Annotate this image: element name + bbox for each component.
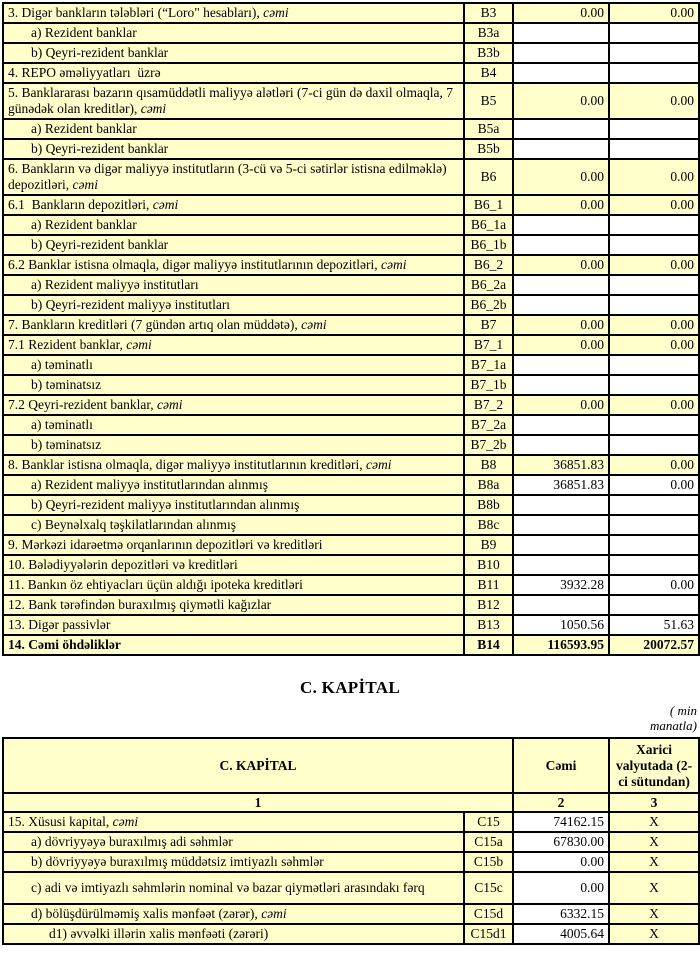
row-code: B3	[464, 3, 513, 23]
row-label: b) Qeyri-rezident banklar	[3, 235, 464, 255]
label-italic-suffix: cəmi	[149, 197, 179, 212]
liabilities-row-B6_1	[3, 195, 699, 215]
row-value-foreign: 0.00	[609, 255, 699, 275]
liabilities-row-B4	[3, 63, 699, 83]
row-code: B14	[464, 635, 513, 655]
row-value-total	[513, 23, 609, 43]
row-label: 7.2 Qeyri-rezident banklar, cəmi	[3, 395, 464, 415]
row-value-total: 0.00	[513, 335, 609, 355]
row-code: B5b	[464, 139, 513, 159]
liabilities-row-B7_2a	[3, 415, 699, 435]
row-value-total	[513, 235, 609, 255]
row-value-foreign: 0.00	[609, 315, 699, 335]
capital-section-title: C. KAPİTAL	[300, 678, 400, 697]
row-value-total: 3932.28	[513, 575, 609, 595]
liabilities-row-B11	[3, 575, 699, 595]
row-value-foreign	[609, 495, 699, 515]
row-code: C15d1	[464, 924, 513, 944]
row-value-total	[513, 215, 609, 235]
row-label: b) təminatsız	[3, 435, 464, 455]
liabilities-table	[2, 2, 700, 656]
row-code: C15d	[464, 904, 513, 924]
row-code: B13	[464, 615, 513, 635]
liabilities-row-B10	[3, 555, 699, 575]
row-code: B3b	[464, 43, 513, 63]
row-value-foreign: 0.00	[609, 395, 699, 415]
row-label: c) Beynəlxalq təşkilatlarından alınmış	[3, 515, 464, 535]
row-code: B6_1	[464, 195, 513, 215]
row-value-total	[513, 43, 609, 63]
row-label: a) təminatlı	[3, 355, 464, 375]
row-value-total: 116593.95	[513, 635, 609, 655]
liabilities-row-B6_1a	[3, 215, 699, 235]
row-value-foreign	[609, 275, 699, 295]
row-label: 3. Digər bankların tələbləri (“Loro" hesabları), cəmi	[3, 3, 464, 23]
row-x-cell: X	[609, 832, 699, 852]
row-label: b) Qeyri-rezident banklar	[3, 139, 464, 159]
row-label: a) Rezident maliyyə institutlarından alınmış	[3, 475, 464, 495]
row-value-total	[513, 295, 609, 315]
row-label: 5. Banklararası bazarın qısamüddətli maliyyə alətləri (7-ci gün də daxil olmaqla, 7 günədək olan kreditlər), cəmi	[3, 83, 464, 119]
row-x-cell: X	[609, 904, 699, 924]
row-code: B7_2a	[464, 415, 513, 435]
row-value-total	[513, 535, 609, 555]
row-x-cell: X	[609, 852, 699, 872]
row-label: b) Qeyri-rezident maliyyə institutları	[3, 295, 464, 315]
row-label: 12. Bank tərəfindən buraxılmış qiymətli kağızlar	[3, 595, 464, 615]
row-code: B10	[464, 555, 513, 575]
liabilities-row-B6_2a	[3, 275, 699, 295]
label-italic-suffix: cəmi	[377, 257, 407, 272]
label-italic-suffix: cəmi	[153, 397, 183, 412]
row-label: d1) əvvəlki illərin xalis mənfəəti (zərəri)	[3, 924, 464, 944]
column-index-2: 2	[513, 793, 609, 812]
liabilities-row-B7_2	[3, 395, 699, 415]
row-code: B8c	[464, 515, 513, 535]
row-label: 6. Bankların və digər maliyyə institutların (3-cü və 5-ci sətirlər istisna edilməklə) depozitləri, cəmi	[3, 159, 464, 195]
row-value-foreign	[609, 139, 699, 159]
liabilities-row-B5a	[3, 119, 699, 139]
row-label: 7. Bankların kreditləri (7 gündən artıq olan müddətə), cəmi	[3, 315, 464, 335]
row-value-total: 0.00	[513, 159, 609, 195]
row-value-foreign: 0.00	[609, 475, 699, 495]
row-value-foreign: 0.00	[609, 3, 699, 23]
row-code: B6_2	[464, 255, 513, 275]
row-code: B6_1a	[464, 215, 513, 235]
row-value-total: 1050.56	[513, 615, 609, 635]
label-italic-suffix: cəmi	[297, 317, 327, 332]
row-value-total: 4005.64	[513, 924, 609, 944]
row-value-total	[513, 355, 609, 375]
capital-row-C15a	[3, 832, 699, 852]
liabilities-row-B5b	[3, 139, 699, 159]
row-code: B6_1b	[464, 235, 513, 255]
capital-header-row	[3, 738, 699, 793]
row-label: a) Rezident maliyyə institutları	[3, 275, 464, 295]
row-label: c) adi və imtiyazlı səhmlərin nominal və bazar qiymətləri arasındakı fərq	[3, 872, 464, 904]
row-code: C15b	[464, 852, 513, 872]
row-code: B4	[464, 63, 513, 83]
capital-header-foreign: Xarici valyutada (2-ci sütundan)	[609, 738, 699, 793]
row-code: B9	[464, 535, 513, 555]
row-value-total: 36851.83	[513, 475, 609, 495]
row-value-foreign: 51.63	[609, 615, 699, 635]
liabilities-row-B7_1a	[3, 355, 699, 375]
liabilities-row-B7_1	[3, 335, 699, 355]
row-value-foreign	[609, 515, 699, 535]
row-value-total	[513, 515, 609, 535]
row-value-foreign	[609, 295, 699, 315]
row-value-foreign	[609, 355, 699, 375]
row-label: 4. REPO əməliyyatları üzrə	[3, 63, 464, 83]
row-code: B7	[464, 315, 513, 335]
column-index-3: 3	[609, 793, 699, 812]
row-value-total	[513, 63, 609, 83]
row-label: 6.1 Bankların depozitləri, cəmi	[3, 195, 464, 215]
row-x-cell: X	[609, 924, 699, 944]
row-label: 8. Banklar istisna olmaqla, digər maliyyə institutlarının kreditləri, cəmi	[3, 455, 464, 475]
row-value-total	[513, 415, 609, 435]
row-label: b) Qeyri-rezident maliyyə institutlarından alınmış	[3, 495, 464, 515]
row-value-total	[513, 375, 609, 395]
row-label: 9. Mərkəzi idarəetmə orqanlarının depozitləri və kreditləri	[3, 535, 464, 555]
row-value-foreign	[609, 555, 699, 575]
row-value-total: 0.00	[513, 3, 609, 23]
capital-header-title: C. KAPİTAL	[3, 738, 513, 793]
row-code: B8	[464, 455, 513, 475]
row-label: b) təminatsız	[3, 375, 464, 395]
row-value-foreign: 0.00	[609, 335, 699, 355]
row-code: B5	[464, 83, 513, 119]
row-value-foreign	[609, 595, 699, 615]
liabilities-row-B8b	[3, 495, 699, 515]
row-value-foreign: 0.00	[609, 195, 699, 215]
row-label: a) Rezident banklar	[3, 119, 464, 139]
row-code: B7_1a	[464, 355, 513, 375]
row-code: C15a	[464, 832, 513, 852]
row-value-total	[513, 495, 609, 515]
row-label: a) Rezident banklar	[3, 215, 464, 235]
row-code: B7_2b	[464, 435, 513, 455]
row-value-foreign	[609, 119, 699, 139]
row-value-total: 0.00	[513, 872, 609, 904]
row-value-foreign	[609, 375, 699, 395]
row-label: 11. Bankın öz ehtiyacları üçün aldığı ipoteka kreditləri	[3, 575, 464, 595]
row-label: b) dövriyyəyə buraxılmış müddətsiz imtiyazlı səhmlər	[3, 852, 464, 872]
row-code: B6_2b	[464, 295, 513, 315]
unit-note-line-2: manatla)	[650, 718, 697, 733]
liabilities-row-B5	[3, 83, 699, 119]
row-value-total	[513, 555, 609, 575]
unit-note-line-1: ( min	[669, 703, 697, 718]
capital-row-C15d1	[3, 924, 699, 944]
liabilities-row-B12	[3, 595, 699, 615]
liabilities-row-B7	[3, 315, 699, 335]
row-value-foreign: 0.00	[609, 455, 699, 475]
capital-row-C15b	[3, 852, 699, 872]
row-code: B7_1b	[464, 375, 513, 395]
liabilities-row-B8c	[3, 515, 699, 535]
row-label: a) dövriyyəyə buraxılmış adi səhmlər	[3, 832, 464, 852]
capital-table	[2, 737, 700, 945]
row-value-total: 0.00	[513, 195, 609, 215]
row-value-foreign: 0.00	[609, 575, 699, 595]
row-value-foreign	[609, 535, 699, 555]
row-value-foreign	[609, 415, 699, 435]
row-value-total	[513, 595, 609, 615]
row-value-total: 36851.83	[513, 455, 609, 475]
label-italic-suffix: cəmi	[122, 337, 152, 352]
row-code: B8b	[464, 495, 513, 515]
row-value-foreign: 20072.57	[609, 635, 699, 655]
row-x-cell: X	[609, 812, 699, 832]
liabilities-row-B6_1b	[3, 235, 699, 255]
label-italic-suffix: cəmi	[109, 814, 139, 829]
row-value-foreign	[609, 43, 699, 63]
row-code: B11	[464, 575, 513, 595]
liabilities-row-B14	[3, 635, 699, 655]
liabilities-row-B13	[3, 615, 699, 635]
row-code: B3a	[464, 23, 513, 43]
row-label: b) Qeyri-rezident banklar	[3, 43, 464, 63]
liabilities-row-B7_1b	[3, 375, 699, 395]
row-code: B6_2a	[464, 275, 513, 295]
row-code: B5a	[464, 119, 513, 139]
row-value-foreign: 0.00	[609, 83, 699, 119]
liabilities-row-B9	[3, 535, 699, 555]
capital-row-C15d	[3, 904, 699, 924]
row-value-total	[513, 139, 609, 159]
row-value-total	[513, 275, 609, 295]
label-italic-suffix: cəmi	[362, 457, 392, 472]
liabilities-row-B6_2	[3, 255, 699, 275]
row-code: B12	[464, 595, 513, 615]
unit-note	[2, 703, 697, 733]
row-label: 13. Digər passivlər	[3, 615, 464, 635]
liabilities-row-B3b	[3, 43, 699, 63]
row-code: B7_1	[464, 335, 513, 355]
row-code: C15	[464, 812, 513, 832]
row-label: 14. Cəmi öhdəliklər	[3, 635, 464, 655]
row-code: C15c	[464, 872, 513, 904]
label-italic-suffix: cəmi	[69, 177, 98, 192]
liabilities-row-B3	[3, 3, 699, 23]
row-label: 10. Bələdiyyələrin depozitləri və kreditləri	[3, 555, 464, 575]
row-label: 7.1 Rezident banklar, cəmi	[3, 335, 464, 355]
row-label: d) bölüşdürülməmiş xalis mənfəət (zərər), cəmi	[3, 904, 464, 924]
row-label: 15. Xüsusi kapital, cəmi	[3, 812, 464, 832]
liabilities-row-B8a	[3, 475, 699, 495]
row-label: 6.2 Banklar istisna olmaqla, digər maliyyə institutlarının depozitləri, cəmi	[3, 255, 464, 275]
row-value-total: 0.00	[513, 852, 609, 872]
row-value-total: 6332.15	[513, 904, 609, 924]
liabilities-row-B6_2b	[3, 295, 699, 315]
row-value-foreign	[609, 435, 699, 455]
row-label: a) təminatlı	[3, 415, 464, 435]
row-label: a) Rezident banklar	[3, 23, 464, 43]
capital-column-index-row	[3, 793, 699, 812]
liabilities-row-B7_2b	[3, 435, 699, 455]
row-code: B8a	[464, 475, 513, 495]
label-italic-suffix: cəmi	[259, 5, 289, 20]
row-value-foreign	[609, 235, 699, 255]
row-value-total: 74162.15	[513, 812, 609, 832]
row-value-total: 67830.00	[513, 832, 609, 852]
row-value-total	[513, 119, 609, 139]
row-value-total: 0.00	[513, 255, 609, 275]
capital-row-C15c	[3, 872, 699, 904]
row-value-total: 0.00	[513, 315, 609, 335]
row-value-foreign	[609, 63, 699, 83]
liabilities-row-B6	[3, 159, 699, 195]
row-value-foreign: 0.00	[609, 159, 699, 195]
column-index-1: 1	[3, 793, 513, 812]
row-value-total	[513, 435, 609, 455]
row-code: B7_2	[464, 395, 513, 415]
capital-header-total: Cəmi	[513, 738, 609, 793]
row-code: B6	[464, 159, 513, 195]
liabilities-row-B8	[3, 455, 699, 475]
label-italic-suffix: cəmi	[137, 101, 167, 116]
row-value-foreign	[609, 215, 699, 235]
row-value-foreign	[609, 23, 699, 43]
row-value-total: 0.00	[513, 395, 609, 415]
liabilities-row-B3a	[3, 23, 699, 43]
row-x-cell: X	[609, 872, 699, 904]
capital-row-C15	[3, 812, 699, 832]
row-value-total: 0.00	[513, 83, 609, 119]
label-italic-suffix: cəmi	[257, 906, 287, 921]
